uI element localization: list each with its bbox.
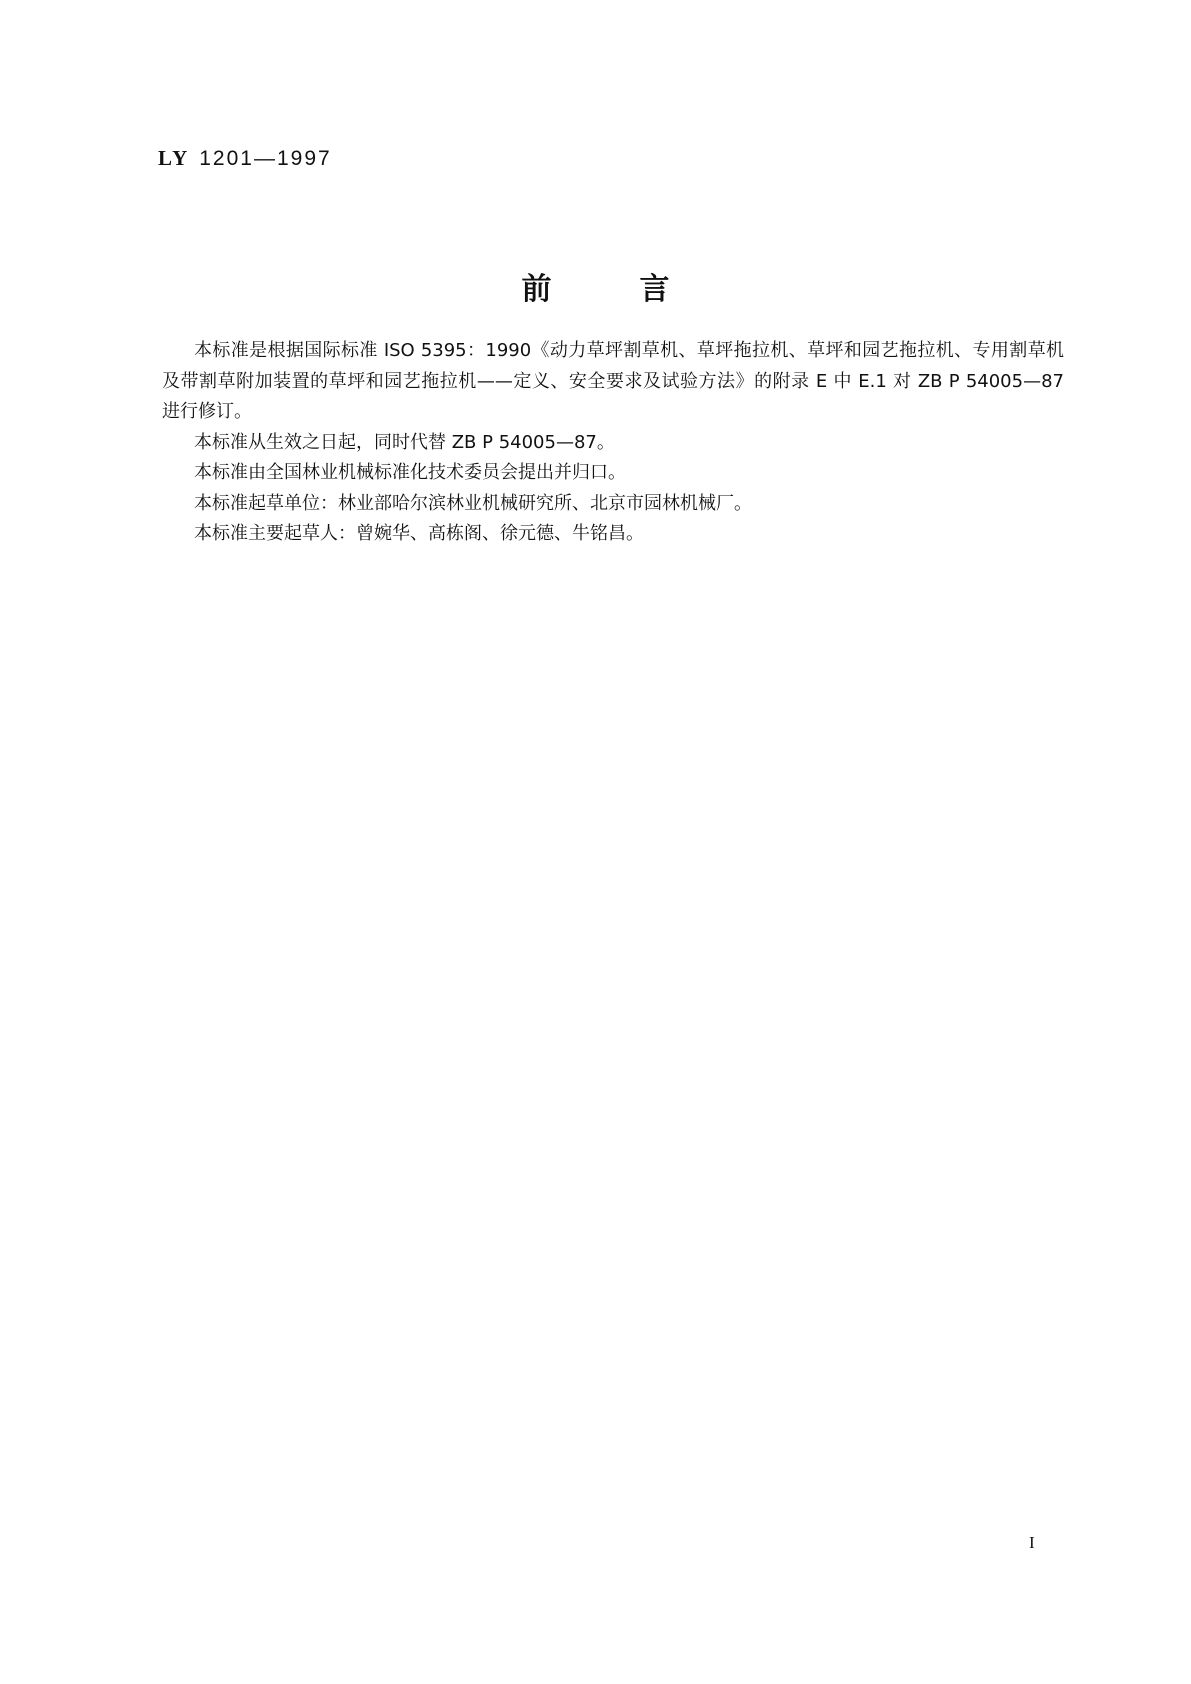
paragraph: 本标准是根据国际标准 ISO 5395：1990《动力草坪割草机、草坪拖拉机、草坪和园艺拖拉机、专用割草机及带割草附加装置的草坪和园艺拖拉机——定义、安全要求及试验方法》的附录 E 中 E.1 对 ZB P 54005—87 进行修订。 xyxy=(162,340,1064,422)
paragraph: 本标准由全国林业机械标准化技术委员会提出并归口。 xyxy=(194,462,626,483)
paragraph: 本标准起草单位：林业部哈尔滨林业机械研究所、北京市园林机械厂。 xyxy=(194,492,752,514)
paragraph: 本标准从生效之日起，同时代替 ZB P 54005—87。 xyxy=(194,431,615,453)
standard-code xyxy=(158,146,332,171)
standard-number: 1201—1997 xyxy=(199,147,332,170)
standard-prefix: LY xyxy=(158,146,190,170)
foreword-body xyxy=(162,336,1064,550)
page-number: I xyxy=(1029,1533,1035,1552)
paragraph: 本标准主要起草人：曾婉华、高栋阁、徐元德、牛铭昌。 xyxy=(194,523,644,544)
page-title: 前言 xyxy=(521,272,758,307)
